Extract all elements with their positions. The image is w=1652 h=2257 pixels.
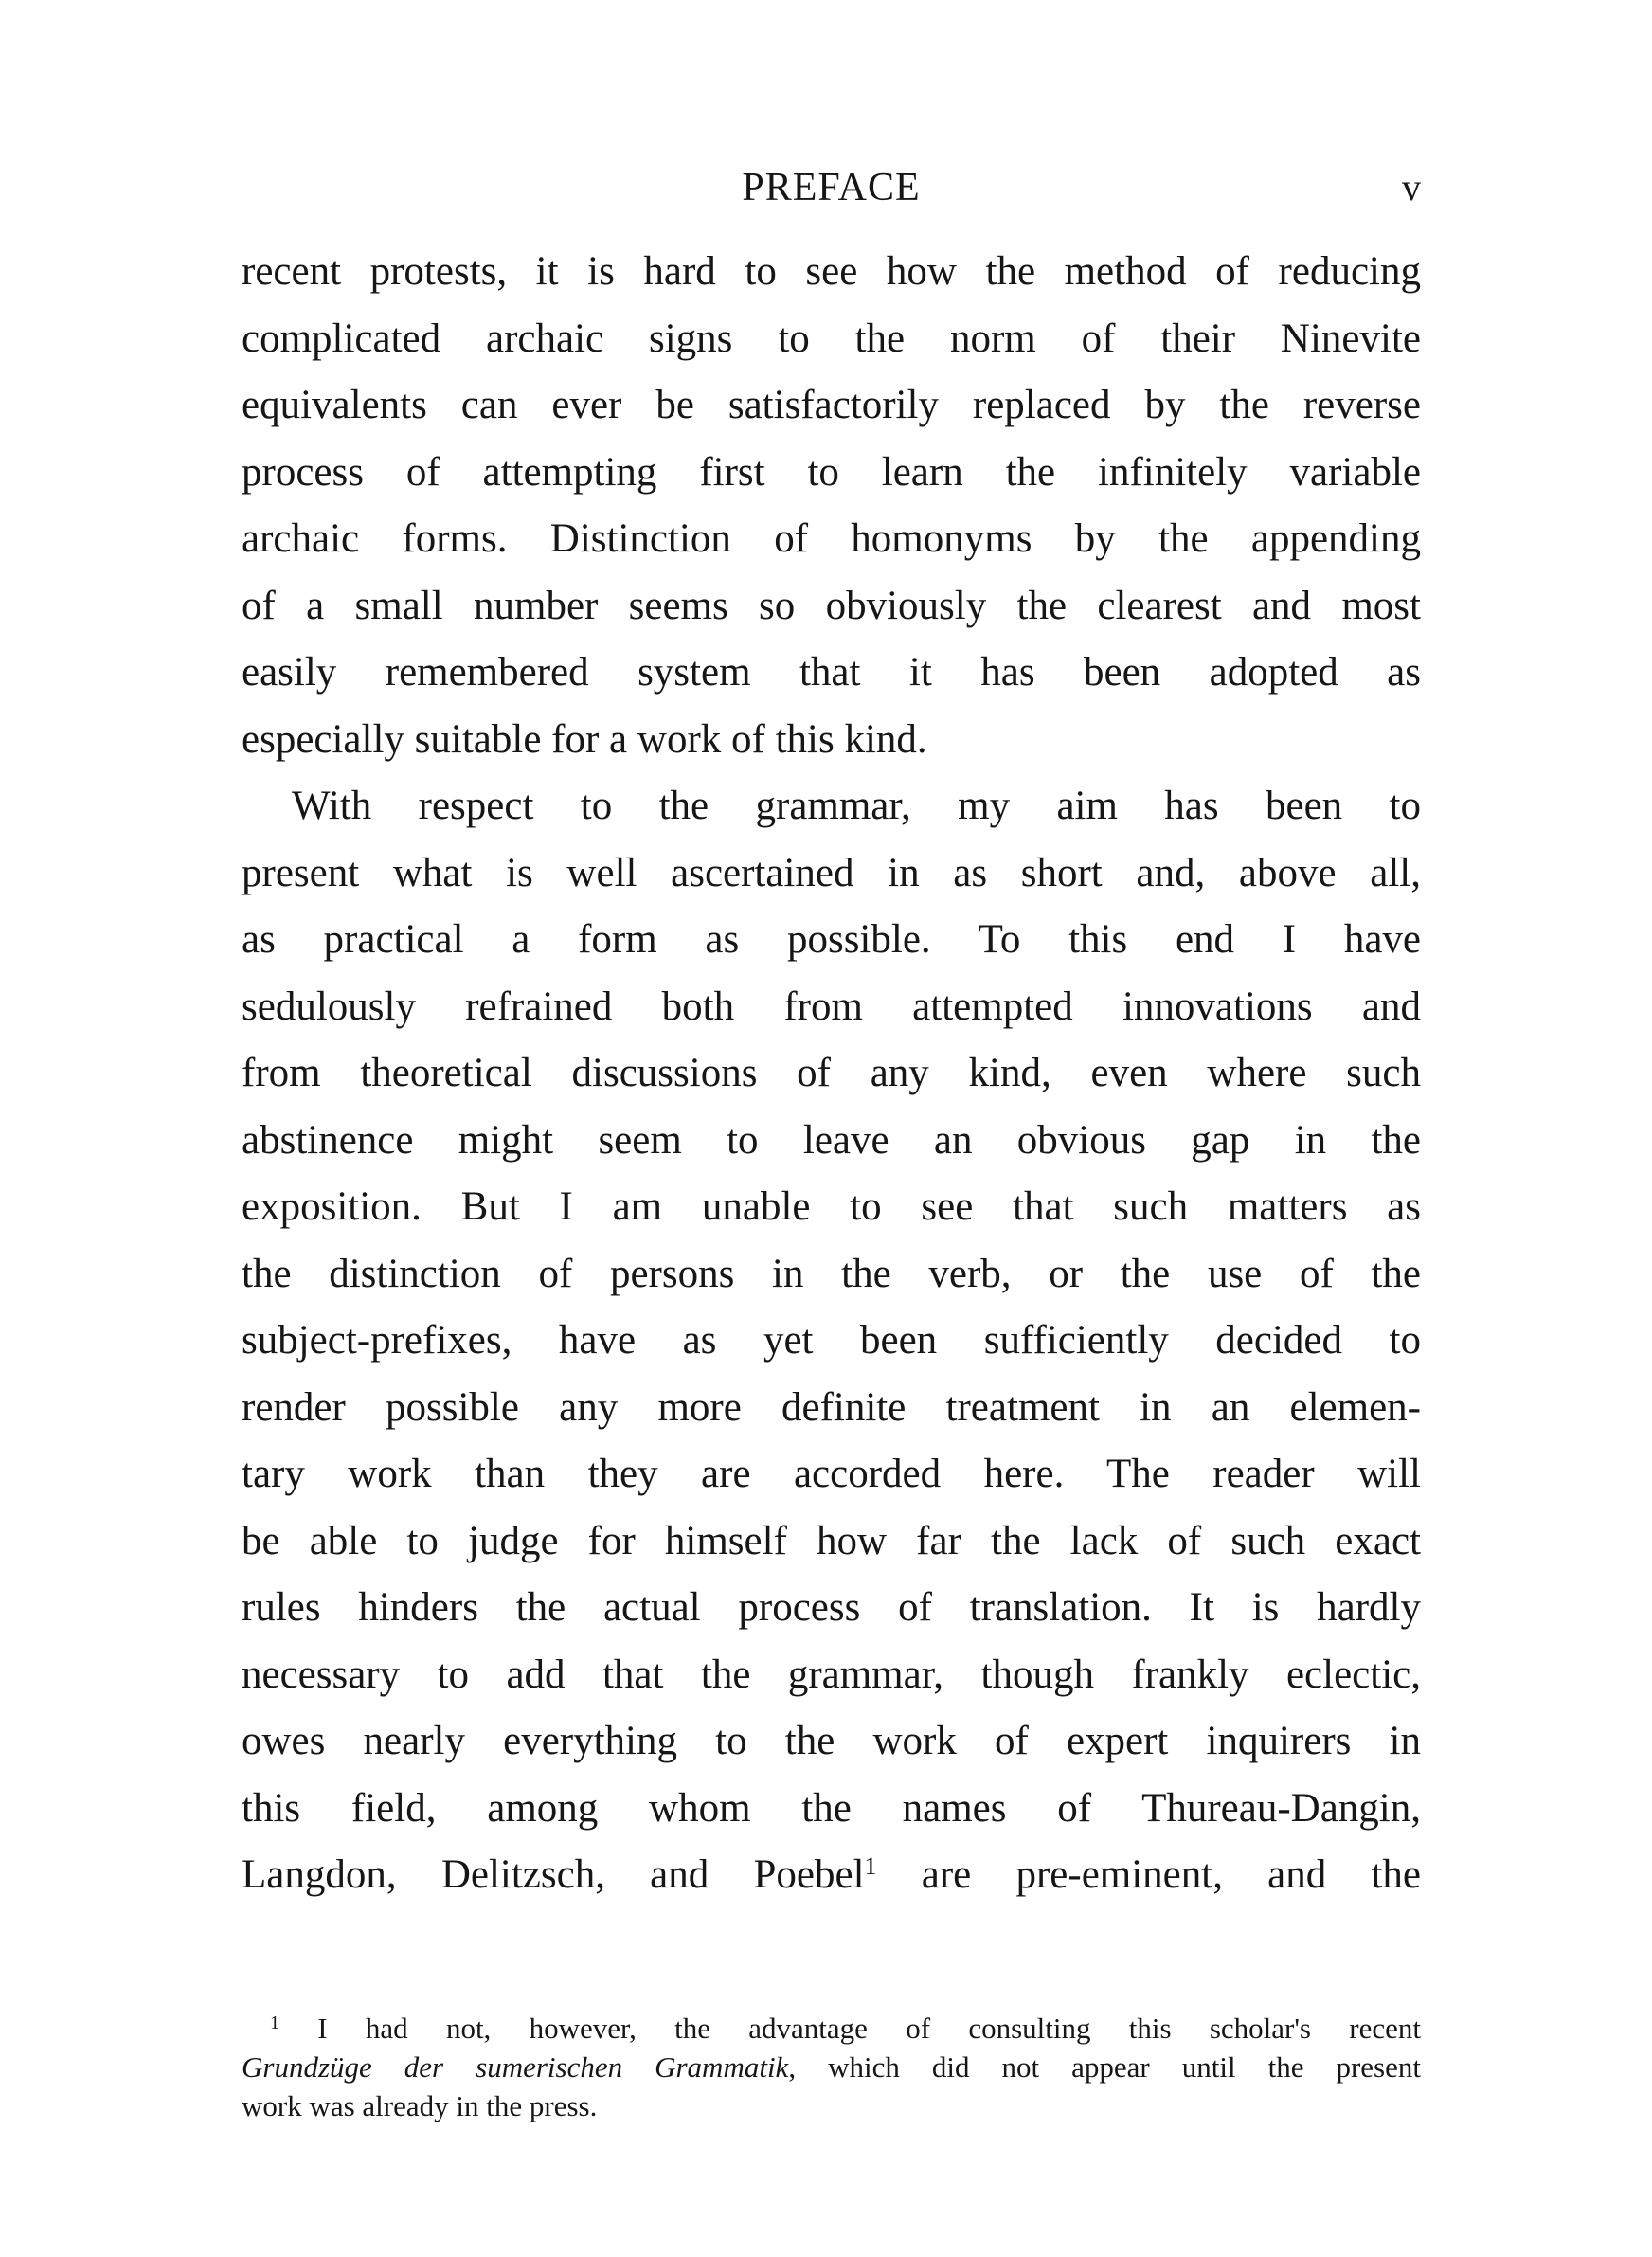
text-line: necessary to add that the grammar, though frankly eclectic,	[242, 1652, 1421, 1697]
footnotes	[242, 2009, 1421, 2125]
text-line: this field, among whom the names of Thureau-Dangin,	[242, 1785, 1421, 1831]
body-text	[242, 239, 1421, 1909]
text-line: complicated archaic signs to the norm of their Ninevite	[242, 316, 1421, 361]
footnote-line: work was already in the press.	[242, 2089, 598, 2122]
paragraph-1	[242, 239, 1421, 773]
text-line: present what is well ascertained in as short and, above all,	[242, 850, 1421, 895]
text-line: sedulously refrained both from attempted innovations and	[242, 984, 1421, 1029]
page-number: v	[1402, 166, 1421, 208]
text-line: easily remembered system that it has been adopted as	[242, 650, 1421, 695]
text-line: owes nearly everything to the work of expert inquirers in	[242, 1719, 1421, 1763]
text-line: exposition. But I am unable to see that such matters as	[242, 1184, 1421, 1229]
text-line: equivalents can ever be satisfactorily replaced by the reverse	[242, 383, 1421, 427]
text-line: especially suitable for a work of this kind.	[242, 716, 927, 762]
paragraph-2	[242, 773, 1421, 1909]
text-line: be able to judge for himself how far the lack of such exact	[242, 1518, 1421, 1563]
text-line: rules hinders the actual process of translation. It is hardly	[242, 1585, 1421, 1630]
text-line: from theoretical discussions of any kind, even where such	[242, 1051, 1421, 1095]
text-line: process of attempting first to learn the infinitely variable	[242, 449, 1421, 495]
footnote-text: , which did not appear until the present	[788, 2050, 1421, 2084]
text-segment: Langdon, Delitzsch, and Poebel	[242, 1852, 865, 1897]
footnote-line	[242, 2048, 1421, 2086]
text-line: With respect to the grammar, my aim has been to	[292, 784, 1421, 828]
footnote-marker: 1	[270, 2013, 279, 2033]
text-segment: are pre-eminent, and the	[876, 1852, 1422, 1897]
text-line: as practical a form as possible. To this end I have	[242, 917, 1421, 962]
text-line: subject-prefixes, have as yet been sufficiently decided to	[242, 1318, 1421, 1363]
text-line: of a small number seems so obviously the clearest and most	[242, 583, 1421, 628]
page-header	[242, 159, 1421, 216]
text-line: abstinence might seem to leave an obvious gap in the	[242, 1117, 1421, 1163]
text-line: recent protests, it is hard to see how the method of reducing	[242, 249, 1421, 294]
footnote-line	[242, 2009, 1421, 2048]
footnote-reference[interactable]: 1	[864, 1852, 877, 1880]
running-head: PREFACE	[742, 166, 921, 209]
footnote-text: I had not, however, the advantage of consulting this scholar's recent	[317, 2012, 1421, 2045]
text-line: render possible any more definite treatment in an elemen-	[242, 1384, 1421, 1430]
text-line-with-footnote-ref	[242, 1842, 1421, 1909]
text-line: archaic forms. Distinction of homonyms by the appending	[242, 516, 1421, 561]
book-title: Grundzüge der sumerischen Grammatik	[242, 2050, 789, 2084]
text-line: tary work than they are accorded here. The reader will	[242, 1452, 1421, 1496]
text-line: the distinction of persons in the verb, or the use of the	[242, 1251, 1421, 1296]
